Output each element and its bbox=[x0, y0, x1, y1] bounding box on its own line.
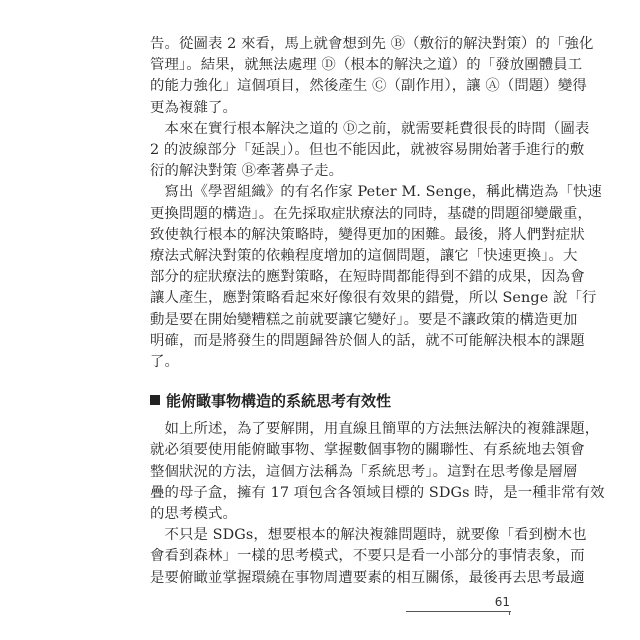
text-line: 管理」。結果，就無法處理 Ⓓ（根本的解決之道）的「發放團體員工 bbox=[150, 57, 583, 74]
text-line: 如上所述，為了要解開，用直線且簡單的方法無法解決的複雜課題， bbox=[150, 421, 600, 438]
text-line: 讓人產生，應對策略看起來好像很有效果的錯覺，所以 Senge 說「行 bbox=[150, 290, 597, 307]
text-line: 明確，而是將發生的問題歸咎於個人的話，就不可能解決根本的課題 bbox=[150, 332, 585, 349]
text-line: 是要俯瞰並掌握環繞在事物周遭要素的相互關係，最後再去思考最適 bbox=[150, 569, 585, 586]
text-line: 更為複雜了。 bbox=[150, 99, 237, 116]
text-line: 疊的母子盒，擁有 17 項包含各領域目標的 SDGs 時，是一種非常有效 bbox=[150, 484, 605, 501]
text-line: 更換問題的構造」。在先採取症狀療法的同時，基礎的問題卻變嚴重， bbox=[150, 205, 593, 222]
text-line: 寫出《學習組織》的有名作家 Peter M. Senge，稱此構造為「快速 bbox=[150, 184, 602, 201]
page-number: 61 bbox=[494, 594, 510, 609]
text-line: 的思考模式。 bbox=[150, 506, 237, 522]
text-line: 了。 bbox=[150, 354, 179, 370]
text-line: 本來在實行根本解決之道的 Ⓓ之前，就需要耗費很長的時間（圖表 bbox=[150, 120, 590, 137]
square-bullet-icon bbox=[150, 395, 160, 405]
text-line: 部分的症狀療法的應對策略，在短時間都能得到不錯的成果，因為會 bbox=[150, 269, 585, 286]
text-line: 致使執行根本的解決策略時，變得更加的困難。最後，將人們對症狀 bbox=[150, 226, 585, 243]
text-line: 會看到森林」一樣的思考模式，不要只是看一小部分的事情表象，而 bbox=[150, 548, 585, 565]
footer-rule bbox=[406, 611, 511, 612]
text-line: 療法式解決對策的依賴程度增加的這個問題，讓它「快速更換」。大 bbox=[150, 248, 578, 264]
footer-rule-tick bbox=[509, 611, 510, 615]
text-line: 2 的波線部分「延誤」）。但也不能因此，就被容易開始著手進行的敷 bbox=[150, 142, 585, 158]
section-heading-text: 能俯瞰事物構造的系統思考有效性 bbox=[166, 392, 392, 411]
text-line: 告。從圖表 2 來看，馬上就會想到先 Ⓑ（敷衍的解決對策）的「強化 bbox=[150, 36, 594, 52]
text-line: 整個狀況的方法，這個方法稱為「系統思考」。這對在思考像是層層 bbox=[150, 463, 578, 480]
text-line: 就必須要使用能俯瞰事物、掌握數個事物的關聯性、有系統地去領會 bbox=[150, 442, 585, 459]
text-line: 衍的解決對策 Ⓑ牽著鼻子走。 bbox=[150, 163, 344, 180]
text-line: 的能力強化」這個項目，然後產生 Ⓒ（副作用），讓 Ⓐ（問題）變得 bbox=[150, 78, 587, 95]
text-line: 不只是 SDGs，想要根本的解決複雜問題時，就要像「看到樹木也 bbox=[150, 527, 587, 544]
section-heading bbox=[150, 391, 391, 412]
text-line: 動是要在開始變糟糕之前就要讓它變好」。要是不讓政策的構造更加 bbox=[150, 311, 578, 328]
